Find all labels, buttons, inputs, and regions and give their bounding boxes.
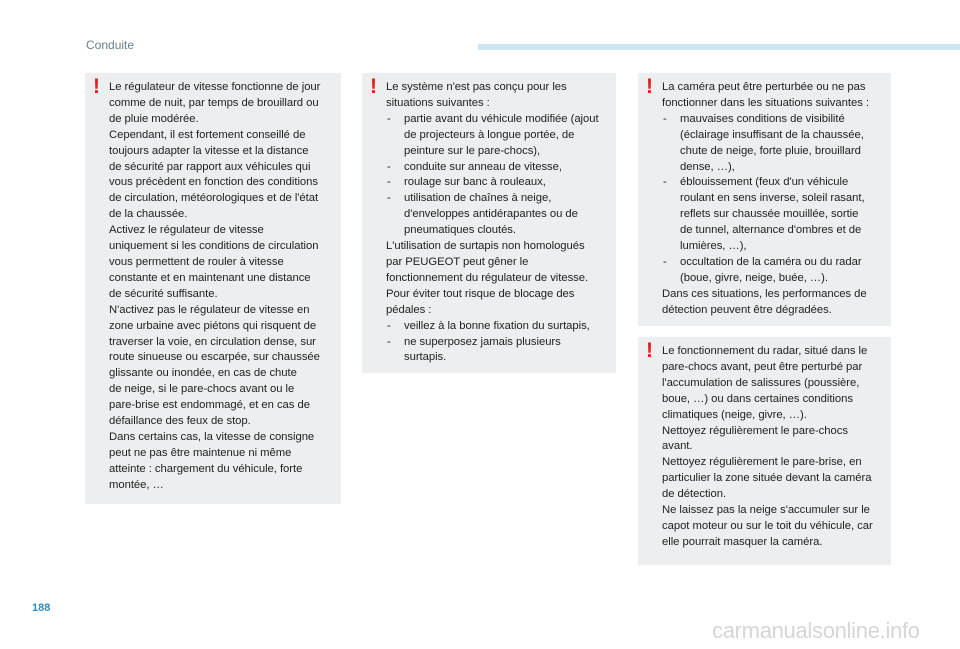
text-line: situations suivantes : <box>386 96 490 109</box>
text-line: particulier la zone située devant la caméra <box>662 472 872 485</box>
list-item-line: dense, …), <box>680 160 735 173</box>
warning-text <box>662 344 887 551</box>
warning-intro <box>662 80 887 112</box>
page-number: 188 <box>32 602 51 614</box>
text-line: Nettoyez régulièrement le pare-brise, en <box>662 456 862 469</box>
text-line: fonctionnement du régulateur de vitesse. <box>386 271 589 284</box>
text-line: glissante ou inondée, en cas de chute <box>109 367 297 380</box>
list-item <box>386 175 612 191</box>
list-item-line: - veillez à la bonne fixation du surtapis, <box>404 319 590 332</box>
warning-text <box>662 287 887 319</box>
text-line: Le système n'est pas conçu pour les <box>386 81 567 93</box>
text-line: l'accumulation de salissures (poussière, <box>662 376 860 389</box>
text-line: route sinueuse ou escarpée, sur chaussée <box>109 351 320 364</box>
list-item-line: roulant en sens inverse, soleil rasant, <box>680 192 865 205</box>
text-line: par PEUGEOT peut gêner le <box>386 255 529 268</box>
text-line: boue, …) ou dans certaines conditions <box>662 392 853 405</box>
list-item-line: - conduite sur anneau de vitesse, <box>404 160 562 173</box>
text-line: constante et en maintenant une distance <box>109 271 311 284</box>
list-item-line: de tunnel, alternance d'ombres et de <box>680 224 862 237</box>
list-item-line: de projecteurs à longue portée, de <box>404 128 575 141</box>
text-line: vous permettent de rouler à vitesse <box>109 255 284 268</box>
text-line: Activez le régulateur de vitesse <box>109 224 264 237</box>
text-line: Ne laissez pas la neige s'accumuler sur le <box>662 504 870 517</box>
text-line: capot moteur ou sur le toit du véhicule, car <box>662 519 873 532</box>
text-line: pare-chocs avant, peut être perturbé par <box>662 360 863 373</box>
watermark: carmanualsonline.info <box>712 618 920 643</box>
list-item-line: surtapis. <box>404 351 447 364</box>
text-line: pare-brise est endommagé, et en cas de <box>109 399 310 412</box>
text-line: vous précèdent en fonction des conditions <box>109 176 318 189</box>
list-item-line: - roulage sur banc à rouleaux, <box>404 176 546 189</box>
text-line: Dans ces situations, les performances de <box>662 287 867 300</box>
warning-box-radar <box>638 337 891 565</box>
list-item-line: reflets sur chaussée mouillée, sortie <box>680 208 859 221</box>
list-item <box>386 112 612 160</box>
text-line: peut ne pas être maintenue ni même <box>109 446 292 459</box>
list-item <box>662 255 887 287</box>
text-line: de pluie modérée. <box>109 112 199 125</box>
text-line: zone urbaine avec piétons qui risquent de <box>109 319 317 332</box>
text-line: montée, … <box>109 478 164 491</box>
list-item-line: chute de neige, forte pluie, brouillard <box>680 144 861 157</box>
text-line: comme de nuit, par temps de brouillard ou <box>109 96 319 109</box>
text-line: de circulation, météorologiques et de l'état <box>109 192 319 205</box>
list-item <box>386 335 612 367</box>
warning-box-system-limits <box>362 73 616 373</box>
text-line: avant. <box>662 440 693 453</box>
text-line: atteinte : chargement du véhicule, forte <box>109 462 303 475</box>
warning-intro <box>386 80 612 112</box>
text-line: Dans certains cas, la vitesse de consigne <box>109 430 315 443</box>
warning-text <box>386 239 612 319</box>
list-item <box>386 319 612 335</box>
text-line: uniquement si les conditions de circulation <box>109 240 319 253</box>
text-line: N'activez pas le régulateur de vitesse en <box>109 303 310 316</box>
text-line: défaillance des feux de stop. <box>109 415 251 428</box>
list-item <box>386 191 612 239</box>
text-line: de neige, si le pare-chocs avant ou le <box>109 383 295 396</box>
warning-icon: ! <box>93 75 100 98</box>
text-line: Le régulateur de vitesse fonctionne de jour <box>109 81 321 93</box>
list-item <box>662 175 887 255</box>
text-line: L'utilisation de surtapis non homologués <box>386 240 585 253</box>
warning-list <box>386 112 612 239</box>
list-item-line: - ne superposez jamais plusieurs <box>404 335 561 348</box>
text-line: de sécurité suffisante. <box>109 287 218 300</box>
text-line: de sécurité par rapport aux véhicules qui <box>109 160 311 173</box>
text-line: climatiques (neige, givre, …). <box>662 408 807 421</box>
text-line: pédales : <box>386 303 432 316</box>
text-line: elle pourrait masquer la caméra. <box>662 535 823 548</box>
list-item-line: (boue, givre, neige, buée, …). <box>680 271 828 284</box>
text-line: de détection. <box>662 488 727 501</box>
text-line: de la chaussée. <box>109 208 188 221</box>
text-line: toujours adapter la vitesse et la distance <box>109 144 309 157</box>
text-line: fonctionner dans les situations suivantes : <box>662 96 869 109</box>
list-item-line: d'enveloppes antidérapantes ou de <box>404 208 578 221</box>
header-bar <box>478 44 960 50</box>
warning-text <box>109 80 337 494</box>
text-line: Le fonctionnement du radar, situé dans le <box>662 345 868 357</box>
text-line: Pour éviter tout risque de blocage des <box>386 287 575 300</box>
warning-icon: ! <box>646 75 653 98</box>
list-item <box>386 160 612 176</box>
warning-box-regulator-conditions <box>85 73 341 504</box>
warning-box-camera <box>638 73 891 326</box>
list-item-line: - éblouissement (feux d'un véhicule <box>680 176 849 189</box>
list-item-line: - utilisation de chaînes à neige, <box>404 192 552 205</box>
list-item-line: lumières, …), <box>680 240 747 253</box>
warning-list <box>662 112 887 287</box>
list-item-line: - mauvaises conditions de visibilité <box>680 112 845 125</box>
list-item-line: - occultation de la caméra ou du radar <box>680 255 862 268</box>
text-line: La caméra peut être perturbée ou ne pas <box>662 81 866 93</box>
list-item-line: pneumatiques cloutés. <box>404 224 516 237</box>
list-item-line: - partie avant du véhicule modifiée (ajout <box>404 112 599 125</box>
text-line: traverser la voie, en circulation dense, sur <box>109 335 316 348</box>
text-line: détection peuvent être dégradées. <box>662 303 832 316</box>
text-line: Cependant, il est fortement conseillé de <box>109 128 306 141</box>
list-item-line: peinture sur le pare-chocs), <box>404 144 541 157</box>
warning-icon: ! <box>370 75 377 98</box>
warning-list <box>386 319 612 367</box>
list-item-line: (éclairage insuffisant de la chaussée, <box>680 128 864 141</box>
text-line: Nettoyez régulièrement le pare-chocs <box>662 424 848 437</box>
warning-icon: ! <box>646 339 653 362</box>
section-title: Conduite <box>86 38 135 52</box>
list-item <box>662 112 887 176</box>
